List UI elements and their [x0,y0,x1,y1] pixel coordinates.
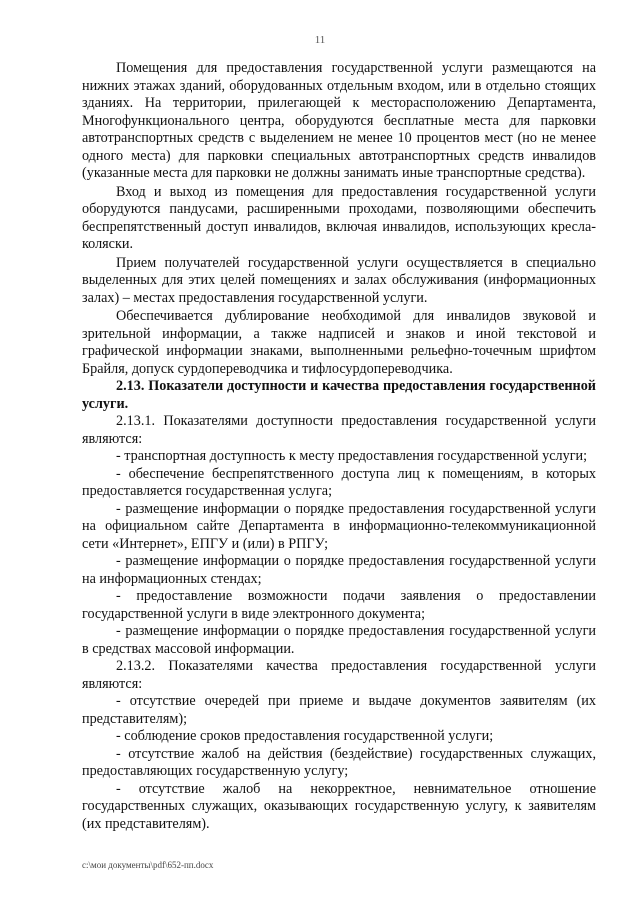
page-number: 11 [314,34,326,46]
paragraph-reception: Прием получателей государственной услуги осуществляется в специально выделенных для этих целей помещениях и залах обслуживания (информационных залах) – местах предоставления государственной услуги. [82,254,596,306]
availability-item: - размещение информации о порядке предоставления государственной услуги на информационных стендах; [82,553,596,587]
availability-intro: 2.13.1. Показателями доступности предоставления государственной услуги являются: [82,413,596,447]
footer-file-path: c:\мои документы\pdf\652-пп.docx [82,860,214,870]
availability-item: - обеспечение беспрепятственного доступа лиц к помещениям, в которых предоставляется государственная услуга; [82,465,596,499]
quality-item: - соблюдение сроков предоставления государственной услуги; [116,728,494,744]
quality-item: - отсутствие жалоб на действия (бездействие) государственных служащих, предоставляющих государственную услугу; [82,745,596,779]
availability-item: - предоставление возможности подачи заявления о предоставлении государственной услуги в виде электронного документа; [82,588,596,622]
availability-item: - размещение информации о порядке предоставления государственной услуги на официальном сайте Департамента в информационно-телекоммуникационной сети «Интернет», ЕПГУ и (или) в РПГУ; [82,500,596,552]
section-heading: 2.13. Показатели доступности и качества предоставления государственной услуги. [82,378,596,412]
availability-item: - транспортная доступность к месту предоставления государственной услуги; [116,448,588,464]
paragraph-premises: Помещения для предоставления государственной услуги размещаются на нижних этажах зданий, оборудованных отдельным входом, или в отдельно стоящих зданиях. На территории, прилегающей к месторасположению Департамента, Многофункционального центра, оборудуются бесплатные места для парковки автотранспортных средств с выделением не менее 10 процентов мест (но не менее одного места) для парковки специальных автотранспортных средств инвалидов (указанные места для парковки не должны занимать иные транспортные средства). [82,60,596,181]
quality-intro: 2.13.2. Показателями качества предоставления государственной услуги являются: [82,658,596,692]
quality-item: - отсутствие очередей при приеме и выдаче документов заявителям (их представителям); [82,693,596,727]
quality-item: - отсутствие жалоб на некорректное, невнимательное отношение государственных служащих, оказывающих государственную услугу, к заявителям (их представителям). [82,780,596,832]
paragraph-entrance: Вход и выход из помещения для предоставления государственной услуги оборудуются пандусами, расширенными проходами, позволяющими обеспечить беспрепятственный доступ инвалидов, включая инвалидов, использующих кресла-коляски. [82,183,596,252]
paragraph-duplication: Обеспечивается дублирование необходимой для инвалидов звуковой и зрительной информации, а также надписей и знаков и иной текстовой и графической информации знаками, выполненными рельефно-точечным шрифтом Брайля, допуск сурдопереводчика и тифлосурдопереводчика. [82,308,596,377]
document-body [82,60,596,833]
availability-item: - размещение информации о порядке предоставления государственной услуги в средствах массовой информации. [82,623,596,657]
